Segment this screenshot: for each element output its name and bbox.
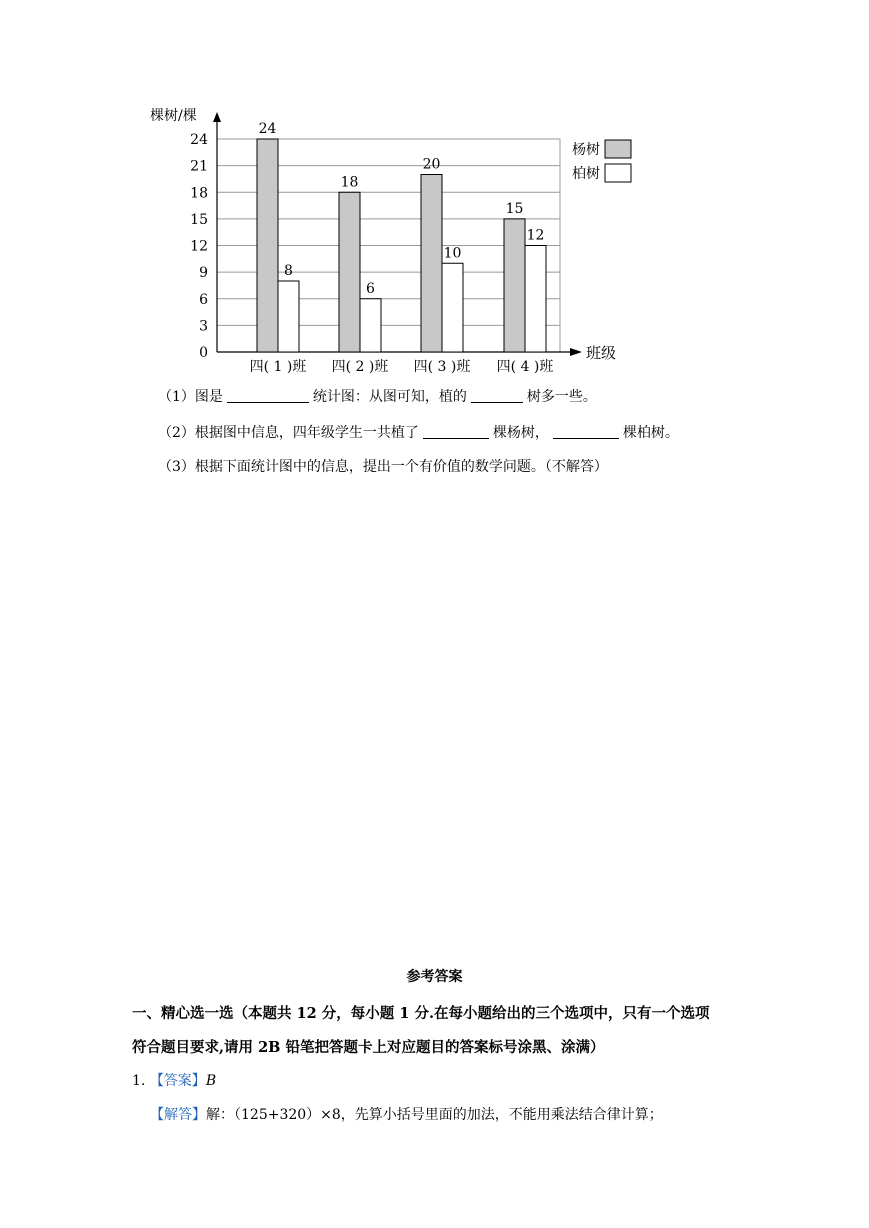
answer-value: B [205, 1073, 217, 1089]
tree-bar-chart [140, 100, 660, 380]
bar-柏树-4 [525, 246, 546, 353]
x-axis-label: 班级 [586, 344, 617, 362]
explanation-text: 解：（125+320）×8，先算小括号里面的加法，不能用乘法结合律计算； [206, 1107, 663, 1123]
x-tick-label: 四( 3 )班 [413, 359, 471, 375]
y-axis-label: 棵树/棵 [150, 108, 197, 124]
y-tick-label: 6 [199, 291, 208, 308]
y-axis-arrow [213, 112, 221, 122]
answers-title: 参考答案 [406, 969, 463, 985]
question-3 [158, 456, 608, 476]
bar-杨树-4 [504, 219, 525, 352]
answer-blank-chart-type[interactable] [227, 388, 309, 403]
y-tick-label: 15 [190, 211, 208, 228]
legend-label: 柏树 [572, 166, 600, 182]
chart-bars [257, 121, 546, 352]
x-tick-label: 四( 1 )班 [249, 359, 307, 375]
question-2 [158, 422, 679, 442]
legend-label: 杨树 [572, 142, 600, 158]
data-label: 20 [422, 156, 441, 173]
section-1-heading-line-1: 一、精心选一选（本题共 12 分，每小题 1 分.在每小题给出的三个选项中，只有一个选项 [132, 1005, 710, 1022]
answer-blank-poplar-count[interactable] [423, 424, 489, 439]
answer-item-number: 1. [132, 1073, 146, 1089]
x-tick-label: 四( 4 )班 [496, 359, 554, 375]
bar-杨树-3 [421, 175, 442, 353]
question-2-part-2: 棵杨树， [492, 425, 549, 441]
data-label: 15 [505, 200, 524, 217]
question-1-part-2: 统计图：从图可知，植的 [312, 389, 467, 405]
question-1 [158, 386, 597, 406]
bar-柏树-2 [360, 299, 381, 352]
question-1-part-3: 树多一些。 [526, 389, 597, 405]
data-label: 18 [340, 174, 359, 191]
question-3-text: （3）根据下面统计图中的信息，提出一个有价值的数学问题。（不解答） [158, 459, 608, 475]
data-label: 10 [443, 245, 462, 262]
answer-blank-cypress-count[interactable] [553, 424, 619, 439]
question-2-part-1: （2）根据图中信息，四年级学生一共植了 [158, 425, 419, 441]
y-tick-label: 24 [190, 132, 208, 148]
data-label: 6 [366, 280, 375, 297]
y-tick-label: 21 [190, 158, 208, 175]
question-1-part-1: （1）图是 [158, 389, 223, 405]
legend-swatch [605, 164, 631, 182]
answer-tag: 【答案】 [149, 1073, 206, 1089]
bar-杨树-2 [339, 192, 360, 352]
section-1-heading-line-2: 符合题目要求,请用 2B 铅笔把答题卡上对应题目的答案标号涂黑、涂满） [132, 1039, 605, 1056]
data-label: 24 [258, 121, 277, 137]
bar-柏树-3 [442, 263, 463, 352]
y-tick-label: 3 [199, 318, 208, 335]
y-tick-label: 18 [190, 185, 208, 202]
bar-柏树-1 [278, 281, 299, 352]
answer-item-1 [132, 1070, 216, 1090]
data-label: 8 [284, 263, 293, 279]
explanation-tag: 【解答】 [150, 1107, 206, 1123]
y-tick-label: 9 [199, 265, 208, 282]
x-tick-label: 四( 2 )班 [331, 359, 389, 375]
bar-杨树-1 [257, 139, 278, 352]
data-label: 12 [526, 227, 545, 244]
y-tick-label: 0 [199, 345, 208, 361]
x-axis-arrow [570, 348, 582, 356]
chart-legend [572, 140, 631, 182]
answer-explanation [150, 1104, 663, 1124]
y-tick-label: 12 [190, 238, 208, 255]
question-2-part-3: 棵柏树。 [622, 425, 679, 441]
legend-swatch [605, 140, 631, 158]
answer-blank-tree-type[interactable] [471, 388, 523, 403]
